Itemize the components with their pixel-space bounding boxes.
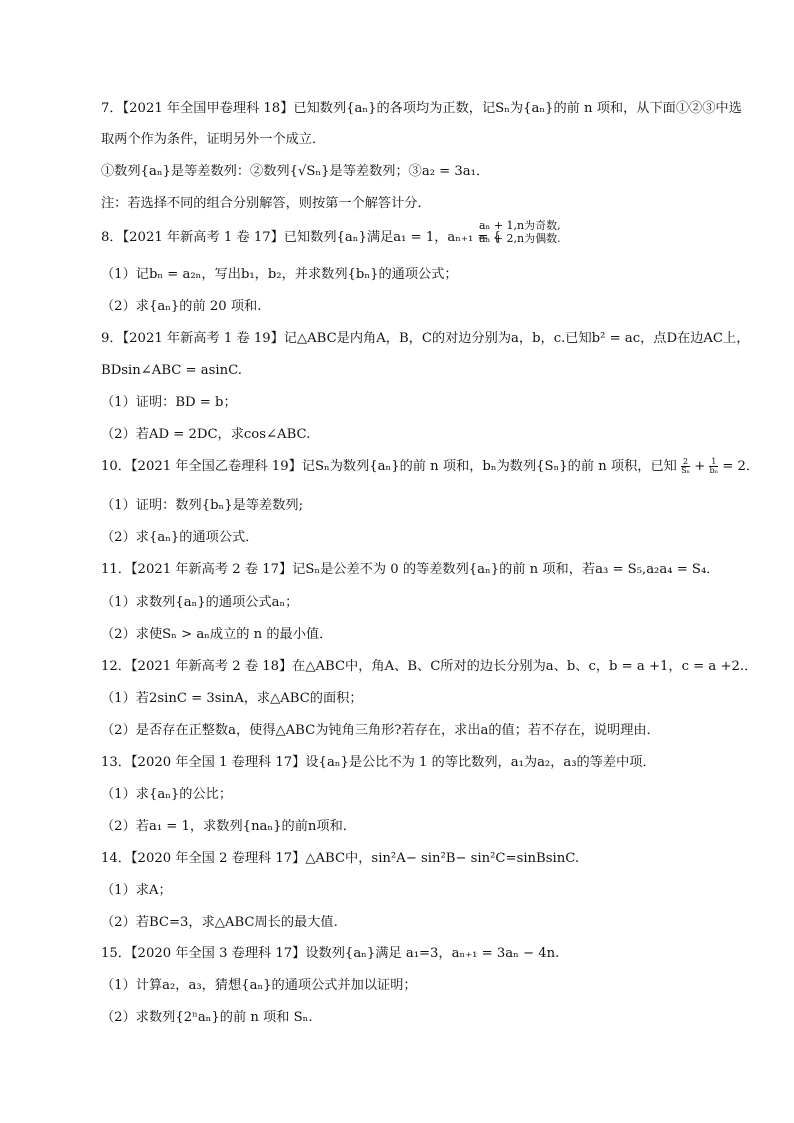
problem-8-part-1: （1）记bₙ = a₂ₙ，写出b₁，b₂，并求数列{bₙ}的通项公式； xyxy=(101,267,458,282)
problem-11-part-2: （2）求使Sₙ > aₙ成立的 n 的最小值． xyxy=(101,627,333,642)
problem-12-part-1: （1）若2sinC = 3sinA，求△ABC的面积； xyxy=(101,691,363,706)
problem-15-part-2: （2）求数列{2ⁿaₙ}的前 n 项和 Sₙ. xyxy=(101,1010,313,1025)
piecewise-case-odd: aₙ + 1,n为奇数, xyxy=(479,219,561,232)
problem-10-text: 10．【2021 年全国乙卷理科 19】记Sₙ为数列{aₙ}的前 n 项和，bₙ为数列{Sₙ}的前 n 项积，已知 xyxy=(101,459,677,474)
problem-10-line-1: 10．【2021 年全国乙卷理科 19】记Sₙ为数列{aₙ}的前 n 项和，bₙ为数列{Sₙ}的前 n 项积，已知 $\frac{2}{\text{Sₙ}}$ + $\frac{1}{\text{bₙ}}$ = 2． xyxy=(101,457,760,475)
problem-15-part-1: （1）计算a₂，a₃，猜想{aₙ}的通项公式并加以证明； xyxy=(101,978,417,993)
problem-9-line-1: 9．【2021 年新高考 1 卷 19】记△ABC是内角A，B，C的对边分别为a，b，c.已知b² = ac，点D在边AC上， xyxy=(101,331,750,346)
problem-11-part-1: （1）求数列{aₙ}的通项公式aₙ； xyxy=(101,595,299,610)
problem-7-line-3: ①数列{aₙ}是等差数列：②数列{√Sₙ}是等差数列；③a₂ = 3a₁． xyxy=(101,164,490,179)
fraction-1-over-bn: $\frac{1}{\text{bₙ}}$ xyxy=(709,457,719,475)
problem-13-part-2: （2）若a₁ = 1，求数列{naₙ}的前n项和． xyxy=(101,819,356,834)
problem-7-line-2: 取两个作为条件，证明另外一个成立． xyxy=(101,132,326,147)
problem-9-part-1: （1）证明：BD = b； xyxy=(101,395,237,410)
problem-7-note: 注：若选择不同的组合分别解答，则按第一个解答计分． xyxy=(101,196,431,211)
problem-13-line-1: 13．【2020 年全国 1 卷理科 17】设{aₙ}是公比不为 1 的等比数列，a₁为a₂，a₃的等差中项． xyxy=(101,755,656,770)
problem-9-line-2: BDsin∠ABC = asinC. xyxy=(101,363,242,378)
problem-10-equation-tail: = 2． xyxy=(722,459,760,474)
problem-8-line-1: 8．【2021 年新高考 1 卷 17】已知数列{aₙ}满足a₁ = 1，aₙ₊₁ = { xyxy=(101,230,502,245)
problem-14-part-1: （1）求A； xyxy=(101,883,172,898)
problem-9-part-2: （2）若AD = 2DC，求cos∠ABC. xyxy=(101,427,311,442)
problem-14-line-1: 14．【2020 年全国 2 卷理科 17】△ABC中，sin²A− sin²B− sin²C=sinBsinC. xyxy=(101,851,580,866)
problem-8-part-2: （2）求{aₙ}的前 20 项和. xyxy=(101,299,262,314)
problem-7-line-1: 7．【2021 年全国甲卷理科 18】已知数列{aₙ}的各项均为正数，记Sₙ为{aₙ}的前 n 项和，从下面①②③中选 xyxy=(101,101,742,116)
fraction-2-over-sn: $\frac{2}{\text{Sₙ}}$ xyxy=(681,457,691,475)
problem-14-part-2: （2）若BC=3，求△ABC周长的最大值. xyxy=(101,915,338,930)
problem-12-part-2: （2）是否存在正整数a，使得△ABC为钝角三角形?若存在，求出a的值；若不存在，说明理由． xyxy=(101,723,660,738)
piecewise-case-even: aₙ + 2,n为偶数. xyxy=(479,232,561,245)
problem-13-part-1: （1）求{aₙ}的公比； xyxy=(101,787,233,802)
problem-15-line-1: 15．【2020 年全国 3 卷理科 17】设数列{aₙ}满足 a₁=3，aₙ₊₁ = 3aₙ − 4n. xyxy=(101,946,560,961)
problem-11-line-1: 11．【2021 年新高考 2 卷 17】记Sₙ是公差不为 0 的等差数列{aₙ}的前 n 项和，若a₃ = S₅,a₂a₄ = S₄． xyxy=(101,562,720,577)
problem-10-part-2: （2）求{aₙ}的通项公式． xyxy=(101,530,259,545)
problem-10-part-1: （1）证明：数列{bₙ}是等差数列; xyxy=(101,498,304,513)
problem-12-line-1: 12．【2021 年新高考 2 卷 18】在△ABC中，角A、B、C所对的边长分别为a、b、c，b = a +1，c = a +2.． xyxy=(101,659,758,674)
